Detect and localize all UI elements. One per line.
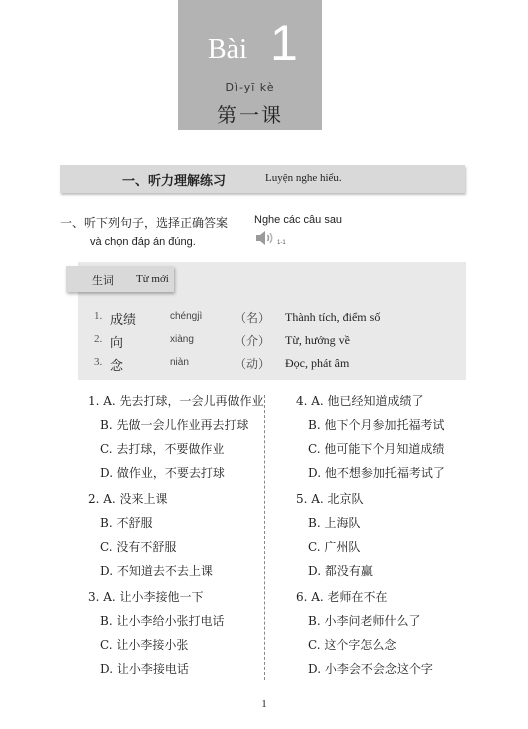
section-title-cn: 一、听力理解练习 — [122, 174, 227, 189]
question-option[interactable]: 3. A. 让小李接他一下 — [88, 590, 204, 604]
vocab-number: 2. — [94, 333, 103, 345]
question-option[interactable]: B. 不舒服 — [100, 516, 153, 530]
vocab-meaning: Từ, hướng về — [285, 333, 351, 347]
question-option[interactable]: D. 不知道去不去上课 — [100, 564, 213, 578]
question-option[interactable]: D. 都没有赢 — [308, 564, 373, 578]
lesson-number: 1 — [270, 15, 298, 71]
column-divider — [264, 395, 265, 680]
instruction-cn: 一、听下列句子，选择正确答案 — [60, 216, 229, 230]
instruction-vi-line1: Nghe các câu sau — [254, 214, 343, 226]
question-option[interactable]: C. 他可能下个月知道成绩 — [308, 442, 445, 456]
question-option[interactable]: 1. A. 先去打球，一会儿再做作业 — [88, 394, 264, 408]
instruction-vi-line2: và chọn đáp án đúng. — [90, 236, 196, 248]
question-option[interactable]: C. 没有不舒服 — [100, 540, 177, 554]
question-option[interactable]: C. 这个字怎么念 — [308, 638, 397, 652]
question-option[interactable]: B. 他下个月参加托福考试 — [308, 418, 445, 432]
vocab-pinyin: chéngjì — [170, 311, 203, 322]
vocab-tab-label-cn: 生词 — [92, 274, 114, 287]
lesson-label: Bài — [208, 34, 247, 65]
vocab-part-of-speech: （动） — [234, 357, 271, 371]
question-option[interactable]: C. 去打球，不要做作业 — [100, 442, 225, 456]
vocab-tab-label-vi: Từ mới — [136, 273, 169, 285]
question-option[interactable]: C. 让小李接小张 — [100, 638, 189, 652]
vocab-word: 念 — [110, 359, 124, 374]
lesson-title-cn: 第一课 — [217, 103, 283, 127]
section-title-vi: Luyện nghe hiểu. — [265, 172, 342, 184]
vocab-word: 成绩 — [110, 313, 137, 328]
vocab-number: 1. — [94, 310, 103, 322]
vocab-pinyin: xiàng — [170, 334, 194, 345]
speaker-icon[interactable] — [254, 229, 276, 247]
vocab-word: 向 — [110, 336, 124, 351]
vocab-part-of-speech: （名） — [234, 311, 271, 325]
question-option[interactable]: B. 先做一会儿作业再去打球 — [100, 418, 249, 432]
page-number: 1 — [261, 698, 267, 710]
vocab-part-of-speech: （介） — [234, 334, 271, 348]
question-option[interactable]: 4. A. 他已经知道成绩了 — [296, 394, 424, 408]
lesson-header — [178, 0, 322, 130]
question-option[interactable]: B. 小李问老师什么了 — [308, 614, 421, 628]
question-option[interactable]: D. 做作业，不要去打球 — [100, 466, 225, 480]
vocabulary-tab — [66, 266, 174, 292]
vocab-row — [78, 310, 466, 330]
vocab-row — [78, 333, 466, 353]
question-option[interactable]: D. 小李会不会念这个字 — [308, 662, 433, 676]
vocab-meaning: Đọc, phát âm — [285, 356, 350, 370]
question-option[interactable]: C. 广州队 — [308, 540, 361, 554]
question-option[interactable]: B. 上海队 — [308, 516, 361, 530]
section-heading-bar — [60, 165, 465, 193]
vocab-meaning: Thành tích, điểm số — [285, 310, 381, 324]
lesson-pinyin: Dì-yī kè — [225, 81, 275, 94]
question-option[interactable]: 6. A. 老师在不在 — [296, 590, 388, 604]
audio-track-number: 1-1 — [277, 240, 286, 246]
question-option[interactable]: B. 让小李给小张打电话 — [100, 614, 225, 628]
vocab-number: 3. — [94, 356, 103, 368]
question-option[interactable]: 2. A. 没来上课 — [88, 492, 168, 506]
question-option[interactable]: 5. A. 北京队 — [296, 492, 364, 506]
question-option[interactable]: D. 他不想参加托福考试了 — [308, 466, 445, 480]
question-option[interactable]: D. 让小李接电话 — [100, 662, 189, 676]
vocab-pinyin: niàn — [170, 357, 189, 368]
vocab-row — [78, 356, 466, 376]
